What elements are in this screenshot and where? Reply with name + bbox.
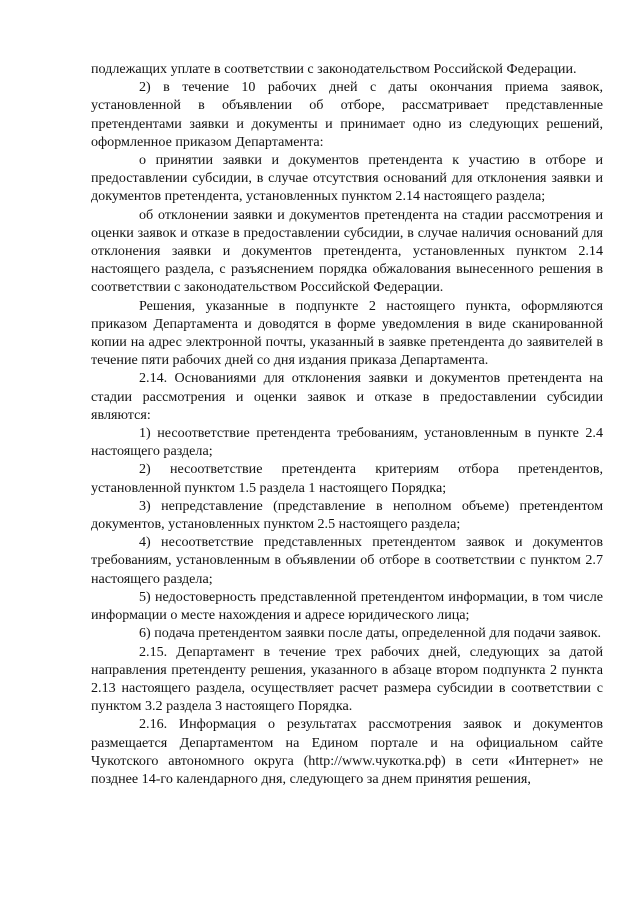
- paragraph-2-15: 2.15. Департамент в течение трех рабочих дней, следующих за датой направления претенденту решения, указанного в абзаце втором подпункта 2 пункта 2.13 настоящего раздела, осуществляет расчет размера субсидии в соответствии с пунктом 3.2 раздела 3 настоящего Порядка.: [91, 643, 603, 715]
- paragraph-2-16: 2.16. Информация о результатах рассмотрения заявок и документов размещается Департаментом на Едином портале и на официальном сайте Чукотского автономного округа (http://www.чукотка.рф) в сети «Интернет» не позднее 14-го календарного дня, следующего за днем принятия решения,: [91, 716, 603, 787]
- paragraph-continuation: подлежащих уплате в соответствии с законодательством Российской Федерации.: [91, 61, 577, 77]
- document-page: [91, 60, 603, 788]
- paragraph-2-14-item-4: 4) несоответствие представленных претендентом заявок и документов требованиям, установленным в объявлении об отборе в соответствии с пунктом 2.7 настоящего раздела;: [91, 534, 603, 587]
- paragraph-subitem-2: 2) в течение 10 рабочих дней с даты окончания приема заявок, установленной в объявлении об отборе, рассматривает представленные претендентами заявки и документы и принимает одно из следующих решений, оформленное приказом Департамента:: [91, 79, 603, 150]
- paragraph-decisions-notice: Решения, указанные в подпункте 2 настоящего пункта, оформляются приказом Департамента и доводятся в форме уведомления в виде сканированной копии на адрес электронной почты, указанный в заявке претендента до заявителей в течение пяти рабочих дней со дня издания приказа Департамента.: [91, 297, 603, 369]
- paragraph-2-14-item-1: 1) несоответствие претендента требованиям, установленным в пункте 2.4 настоящего раздела;: [91, 425, 603, 460]
- paragraph-decision-reject: об отклонении заявки и документов претендента на стадии рассмотрения и оценки заявок и отказе в предоставлении субсидии, в случае наличия оснований для отклонения заявки и документов претендента, установленных пунктом 2.14 настоящего раздела, с разъяснением порядка обжалования вынесенного решения в соответствии с законодательством Российской Федерации.: [91, 206, 603, 296]
- paragraph-2-14-item-2: 2) несоответствие претендента критериям отбора претендентов, установленной пунктом 1.5 раздела 1 настоящего Порядка;: [91, 461, 603, 496]
- paragraph-2-14-intro: 2.14. Основаниями для отклонения заявки и документов претендента на стадии рассмотрения и оценки заявок и отказе в предоставлении субсидии являются:: [91, 370, 603, 423]
- paragraph-2-14-item-6: 6) подача претендентом заявки после даты, определенной для подачи заявок.: [139, 625, 602, 642]
- paragraph-decision-accept: о принятии заявки и документов претендента к участию в отборе и предоставлении субсидии, в случае отсутствия оснований для отклонения заявки и документов претендента, установленных пунктом 2.14 настоящего раздела;: [91, 152, 603, 205]
- paragraph-2-14-item-3: 3) непредставление (представление в неполном объеме) претендентом документов, установленных пунктом 2.5 настоящего раздела;: [91, 497, 603, 533]
- paragraph-2-14-item-5: 5) недостоверность представленной претендентом информации, в том числе информации о месте нахождения и адресе юридического лица;: [91, 588, 603, 624]
